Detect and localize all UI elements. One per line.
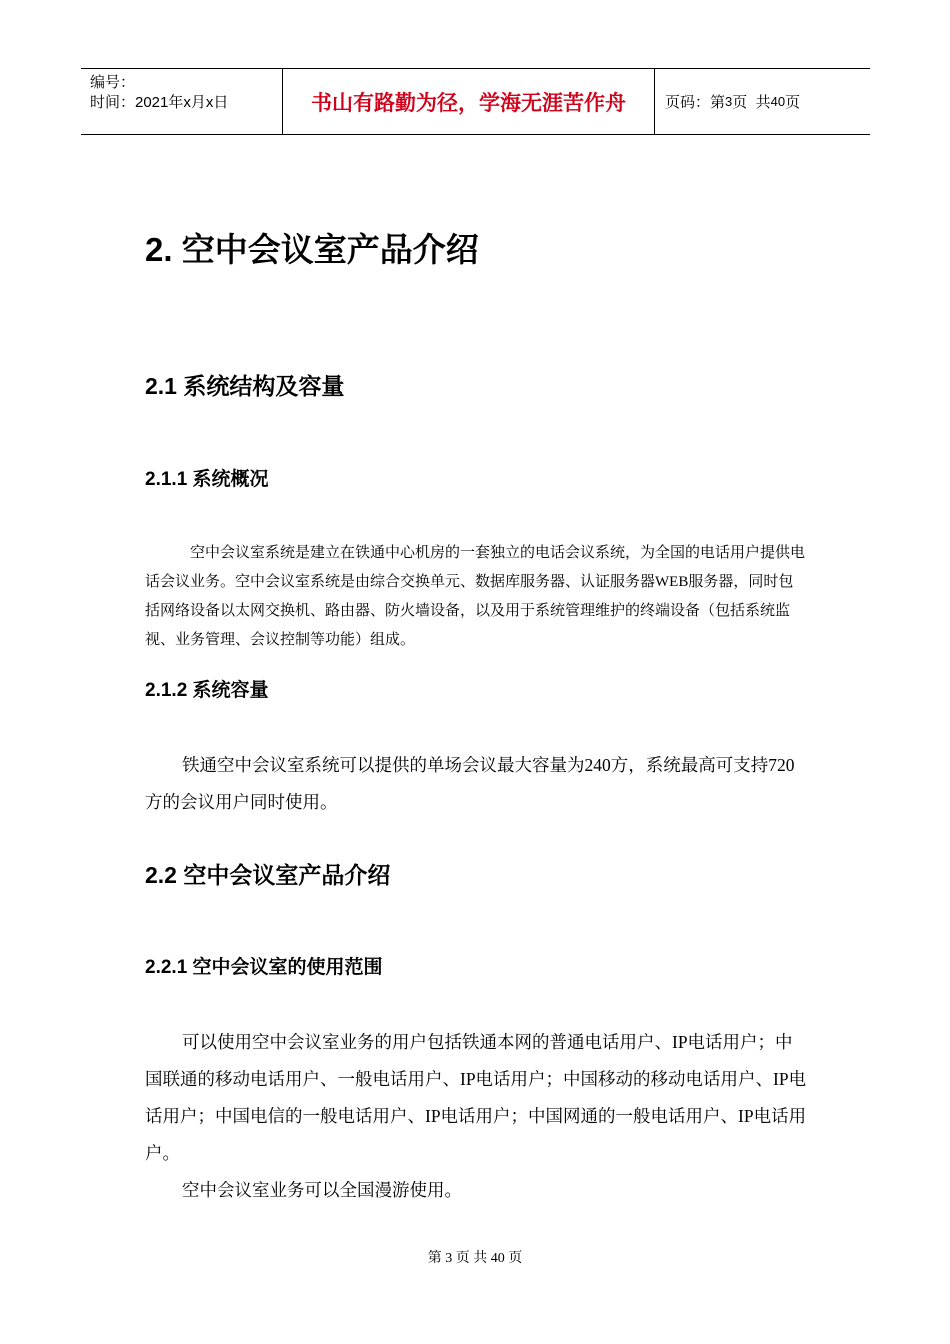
section-title-2-1: 2.1 系统结构及容量 (145, 373, 345, 399)
header-meta (81, 69, 282, 134)
document-date: 时间：2021年x月x日 (90, 94, 229, 111)
page-header (81, 68, 870, 135)
section-title-2-2: 2.2 空中会议室产品介绍 (145, 862, 391, 888)
paragraph-roaming: 空中会议室业务可以全国漫游使用。 (182, 1180, 462, 1200)
paragraph-system-capacity: 铁通空中会议室系统可以提供的单场会议最大容量为240方，系统最高可支持720方的会议用户同时使用。 (145, 755, 795, 812)
paragraph-system-overview: 空中会议室系统是建立在铁通中心机房的一套独立的电话会议系统，为全国的电话用户提供电话会议业务。空中会议室系统是由综合交换单元、数据库服务器、认证服务器WEB服务器，同时包括网络设备以太网交换机、路由器、防火墙设备，以及用于系统管理维护的终端设备（包括系统监视、业务管理、会议控制等功能）组成。 (145, 545, 806, 648)
subsection-title-2-1-1: 2.1.1 系统概况 (145, 469, 269, 490)
paragraph-usage-scope: 可以使用空中会议室业务的用户包括铁通本网的普通电话用户、IP电话用户；中国联通的移动电话用户、一般电话用户、IP电话用户；中国移动的移动电话用户、IP电话用户；中国电信的一般电话用户、IP电话用户；中国网通的一般电话用户、IP电话用户。 (145, 1032, 807, 1163)
header-page-info (655, 69, 870, 134)
page-prefix: 页码：第 (665, 94, 726, 111)
subsection-title-2-1-2: 2.1.2 系统容量 (145, 680, 269, 701)
page-footer: 第 3 页 共 40 页 (427, 1251, 523, 1266)
page-total: 40 (770, 94, 786, 109)
subsection-title-2-2-1: 2.2.1 空中会议室的使用范围 (145, 957, 383, 978)
page-suffix: 页 (785, 94, 801, 111)
page-middle: 页 共 (732, 94, 771, 111)
page-current: 3 (725, 94, 733, 109)
chapter-title: 2. 空中会议室产品介绍 (145, 231, 479, 268)
header-motto: 书山有路勤为径，学海无涯苦作舟 (282, 69, 655, 134)
document-number-label: 编号： (90, 74, 136, 91)
